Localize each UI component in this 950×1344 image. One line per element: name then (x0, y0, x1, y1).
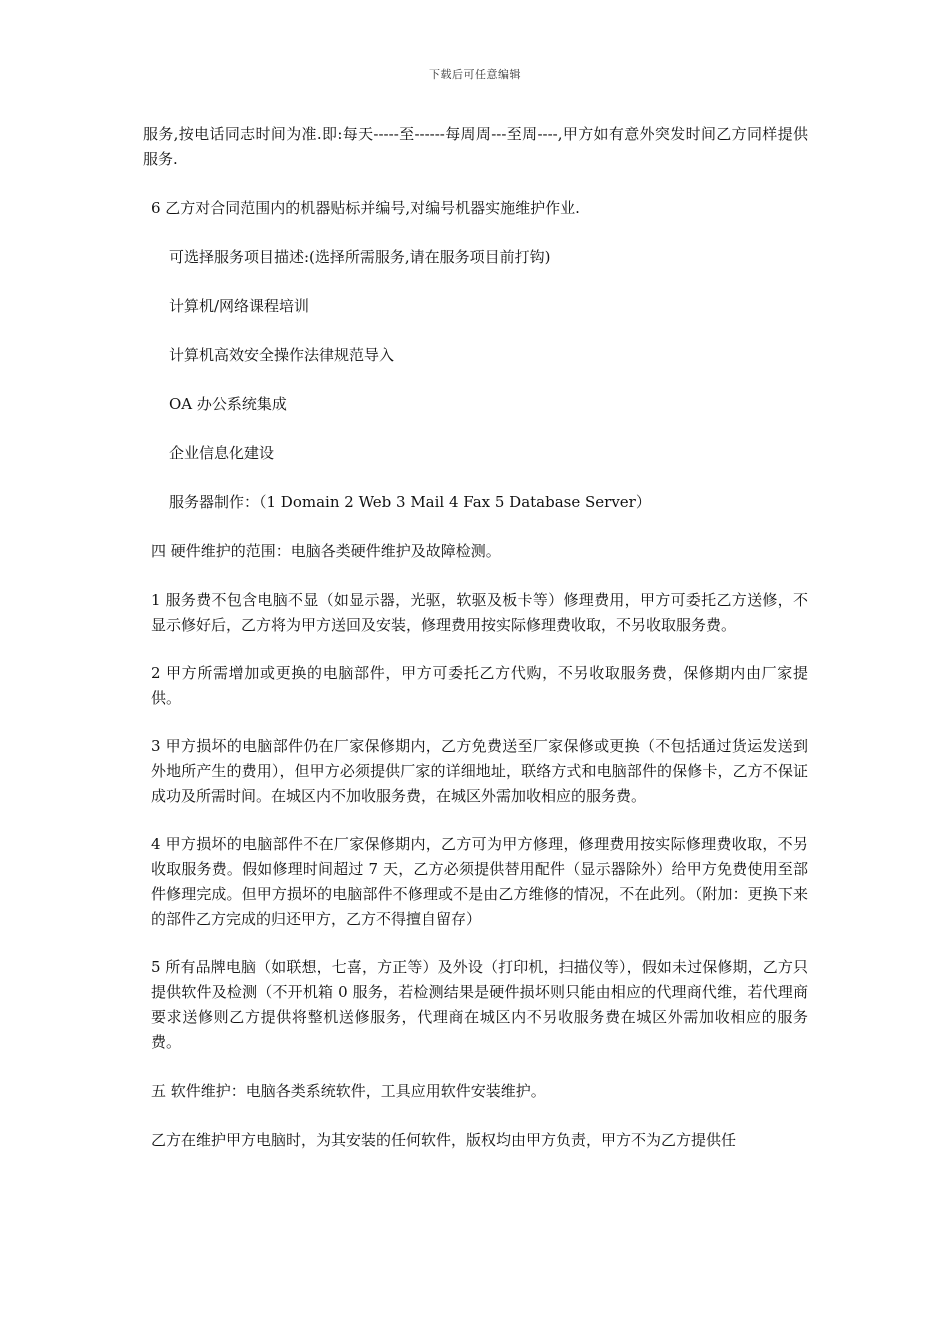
hardware-item-4: 4 甲方损坏的电脑部件不在厂家保修期内，乙方可为甲方修理，修理费用按实际修理费收取，不另收取服务费。假如修理时间超过 7 天，乙方必须提供替用配件（显示器除外）给甲方免费使用至部件修理完成。但甲方损坏的电脑部件不修理或不是由乙方维修的情况，不在此列。（附加：更换下来的部件乙方完成的归还甲方，乙方不得擅自留存） (151, 835, 808, 928)
header-note: 下载后可任意编辑 (429, 68, 521, 81)
paragraph-service-time: 服务,按电话同志时间为准.即:每天-----至------每周周---至周----,甲方如有意外突发时间乙方同样提供服务. (143, 125, 808, 168)
optional-service-item: OA 办公系统集成 (169, 395, 287, 413)
document-body (143, 122, 808, 1153)
section-5-title: 五 软件维护：电脑各类系统软件，工具应用软件安装维护。 (151, 1082, 546, 1100)
optional-service-item: 企业信息化建设 (169, 444, 275, 462)
optional-service-item: 计算机高效安全操作法律规范导入 (169, 346, 395, 364)
section-4-title: 四 硬件维护的范围：电脑各类硬件维护及故障检测。 (151, 542, 501, 560)
optional-service-item: 服务器制作：（1 Domain 2 Web 3 Mail 4 Fax 5 Database Server） (169, 493, 651, 511)
paragraph-item-6: 6 乙方对合同范围内的机器贴标并编号,对编号机器实施维护作业. (151, 199, 580, 217)
software-paragraph: 乙方在维护甲方电脑时，为其安装的任何软件，版权均由甲方负责，甲方不为乙方提供任 (151, 1131, 737, 1149)
hardware-item-1: 1 服务费不包含电脑不显（如显示器，光驱，软驱及板卡等）修理费用，甲方可委托乙方送修，不显示修好后，乙方将为甲方送回及安装，修理费用按实际修理费收取，不另收取服务费。 (151, 591, 808, 634)
hardware-item-5: 5 所有品牌电脑（如联想，七喜，方正等）及外设（打印机，扫描仪等），假如未过保修期，乙方只提供软件及检测（不开机箱 0 服务，若检测结果是硬件损坏则只能由相应的代理商代维，若代理商要求送修则乙方提供将整机送修服务，代理商在城区内不另收服务费在城区外需加收相应的服务费。 (151, 958, 808, 1051)
optional-service-item: 计算机/网络课程培训 (169, 297, 310, 315)
hardware-item-3: 3 甲方损坏的电脑部件仍在厂家保修期内，乙方免费送至厂家保修或更换（不包括通过货运发送到外地所产生的费用），但甲方必须提供厂家的详细地址，联络方式和电脑部件的保修卡，乙方不保证成功及所需时间。在城区内不加收服务费，在城区外需加收相应的服务费。 (151, 737, 808, 805)
hardware-item-2: 2 甲方所需增加或更换的电脑部件，甲方可委托乙方代购，不另收取服务费，保修期内由厂家提供。 (151, 664, 808, 707)
optional-services-intro: 可选择服务项目描述:(选择所需服务,请在服务项目前打钩) (169, 248, 551, 266)
